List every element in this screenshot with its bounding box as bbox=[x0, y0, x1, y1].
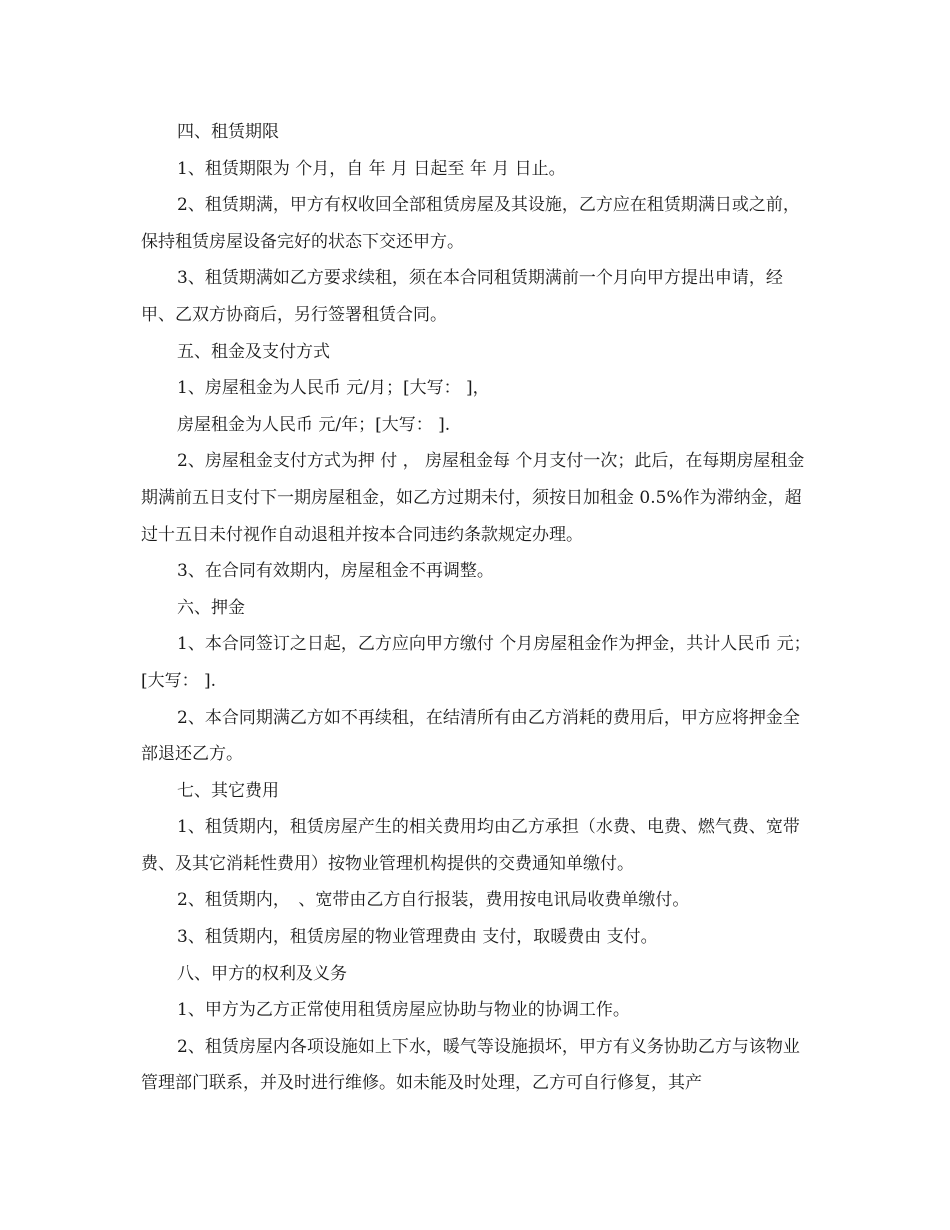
paragraph: 2、本合同期满乙方如不再续租，在结清所有由乙方消耗的费用后，甲方应将押金全部退还乙方。 bbox=[141, 707, 800, 765]
paragraph: 1、本合同签订之日起，乙方应向甲方缴付 个月房屋租金作为押金，共计人民币 元；[大写： ]. bbox=[141, 634, 811, 691]
paragraph: 2、租赁期满，甲方有权收回全部租赁房屋及其设施，乙方应在租赁期满日或之前，保持租赁房屋设备完好的状态下交还甲方。 bbox=[141, 195, 800, 252]
paragraph: 2、租赁期内， 、宽带由乙方自行报装，费用按电讯局收费单缴付。 bbox=[177, 890, 690, 911]
paragraph: 1、房屋租金为人民币 元/月；[大写： ]， bbox=[177, 378, 490, 399]
paragraph: 房屋租金为人民币 元/年；[大写： ]. bbox=[177, 414, 451, 435]
document-body bbox=[141, 114, 811, 1102]
paragraph: 1、租赁期内，租赁房屋产生的相关费用均由乙方承担（水费、电费、燃气费、宽带费、及其它消耗性费用）按物业管理机构提供的交费通知单缴付。 bbox=[141, 817, 800, 874]
paragraph: 1、租赁期限为 个月，自 年 月 日起至 年 月 日止。 bbox=[177, 158, 566, 179]
paragraph: 1、甲方为乙方正常使用租赁房屋应协助与物业的协调工作。 bbox=[177, 1000, 630, 1021]
section-heading-deposit: 六、押金 bbox=[177, 597, 245, 618]
section-heading-lease-term: 四、租赁期限 bbox=[177, 122, 279, 142]
paragraph: 2、租赁房屋内各项设施如上下水，暖气等设施损坏，甲方有义务协助乙方与该物业管理部门联系，并及时进行维修。如未能及时处理，乙方可自行修复，其产 bbox=[141, 1036, 800, 1094]
paragraph: 2、房屋租金支付方式为押 付 ， 房屋租金每 个月支付一次；此后，在每期房屋租金期满前五日支付下一期房屋租金，如乙方过期未付，须按日加租金 0.5%作为滞纳金，超过十五日未付视作自动退租并按本合同违约条款规定办理。 bbox=[141, 451, 805, 545]
paragraph: 3、在合同有效期内，房屋租金不再调整。 bbox=[177, 561, 494, 582]
paragraph: 3、租赁期满如乙方要求续租，须在本合同租赁期满前一个月向甲方提出申请，经甲、乙双方协商后，另行签署租赁合同。 bbox=[141, 268, 783, 325]
section-heading-other-fees: 七、其它费用 bbox=[177, 780, 279, 801]
paragraph: 3、租赁期内，租赁房屋的物业管理费由 支付，取暖费由 支付。 bbox=[177, 927, 658, 948]
section-heading-party-a-rights: 八、甲方的权利及义务 bbox=[177, 963, 347, 984]
section-heading-rent-payment: 五、租金及支付方式 bbox=[177, 341, 330, 362]
